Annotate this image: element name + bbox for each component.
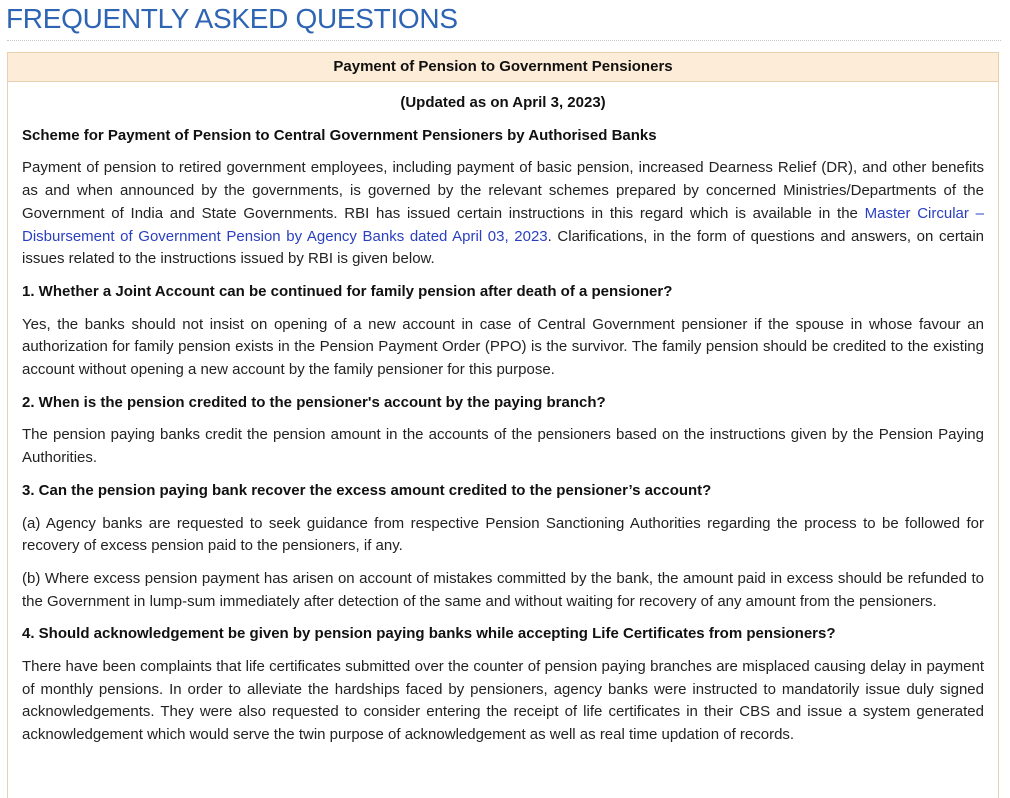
intro-text-end: . Clarifications, in the form of questions and answers, on certain issues related to the instructions issued by RBI is given below.	[22, 227, 985, 268]
faq-answer: (a) Agency banks are requested to seek guidance from respective Pension Sanctioning Authorities regarding the process to be followed for recovery of excess pension paid to the pensioners, if any.	[22, 514, 984, 555]
faq-question: 4. Should acknowledgement be given by pension paying banks while accepting Life Certificates from pensioners?	[22, 625, 836, 643]
updated-date: (Updated as on April 3, 2023)	[400, 94, 606, 111]
faq-answer: There have been complaints that life certificates submitted over the counter of pension paying branches are misplaced causing delay in payment of monthly pensions. In order to alleviate the hardships faced by pensioners, agency banks were instructed to mandatorily issue duly signed acknowledgements. They were also requested to consider entering the receipt of life certificates in their CBS and issue a system generated acknowledgement which would serve the twin purpose of acknowledgement as well as real time updation of records.	[22, 658, 984, 744]
faq-question: 2. When is the pension credited to the pensioner's account by the paying branch?	[22, 393, 606, 411]
faq-panel	[7, 52, 999, 798]
faq-item	[22, 480, 984, 614]
panel-title: Payment of Pension to Government Pensioners	[8, 53, 998, 82]
faq-answer: Yes, the banks should not insist on opening of a new account in case of Central Government pensioner if the spouse in whose favour an authorization for family pension exists in the Pension Payment Order (PPO) is the survivor. The family pension should be credited to the existing account without opening a new account by the family pensioner for this purpose.	[22, 315, 984, 379]
intro-text-start: Payment of pension to retired government employees, including payment of basic pension, increased Dearness Relief (DR), and other benefits as and when announced by the governments, is governed by the relevant schemes prepared by concerned Ministries/Departments of the Government of India and State Governments. RBI has issued certain instructions in this regard which is available in the	[22, 159, 984, 222]
faq-question: 3. Can the pension paying bank recover the excess amount credited to the pensioner’s account?	[22, 481, 712, 499]
master-circular-link[interactable]: Master Circular – Disbursement of Government Pension by Agency Banks dated April 03, 2023	[22, 204, 984, 245]
faq-answer: The pension paying banks credit the pension amount in the accounts of the pensioners based on the instructions given by the Pension Paying Authorities.	[22, 426, 984, 467]
panel-content	[8, 82, 998, 747]
section-title: Scheme for Payment of Pension to Central Government Pensioners by Authorised Banks	[22, 126, 657, 144]
heading-divider	[7, 40, 1001, 41]
faq-answer: (b) Where excess pension payment has arisen on account of mistakes committed by the bank, the amount paid in excess should be refunded to the Government in lump-sum immediately after detection of the same and without waiting for recovery of any amount from the pensioners.	[22, 569, 984, 610]
intro-paragraph	[22, 157, 984, 271]
faq-item	[22, 281, 984, 382]
page-heading: FREQUENTLY ASKED QUESTIONS	[6, 3, 458, 34]
faq-item	[22, 623, 984, 747]
faq-question: 1. Whether a Joint Account can be continued for family pension after death of a pensioner?	[22, 282, 673, 300]
faq-item	[22, 392, 984, 470]
